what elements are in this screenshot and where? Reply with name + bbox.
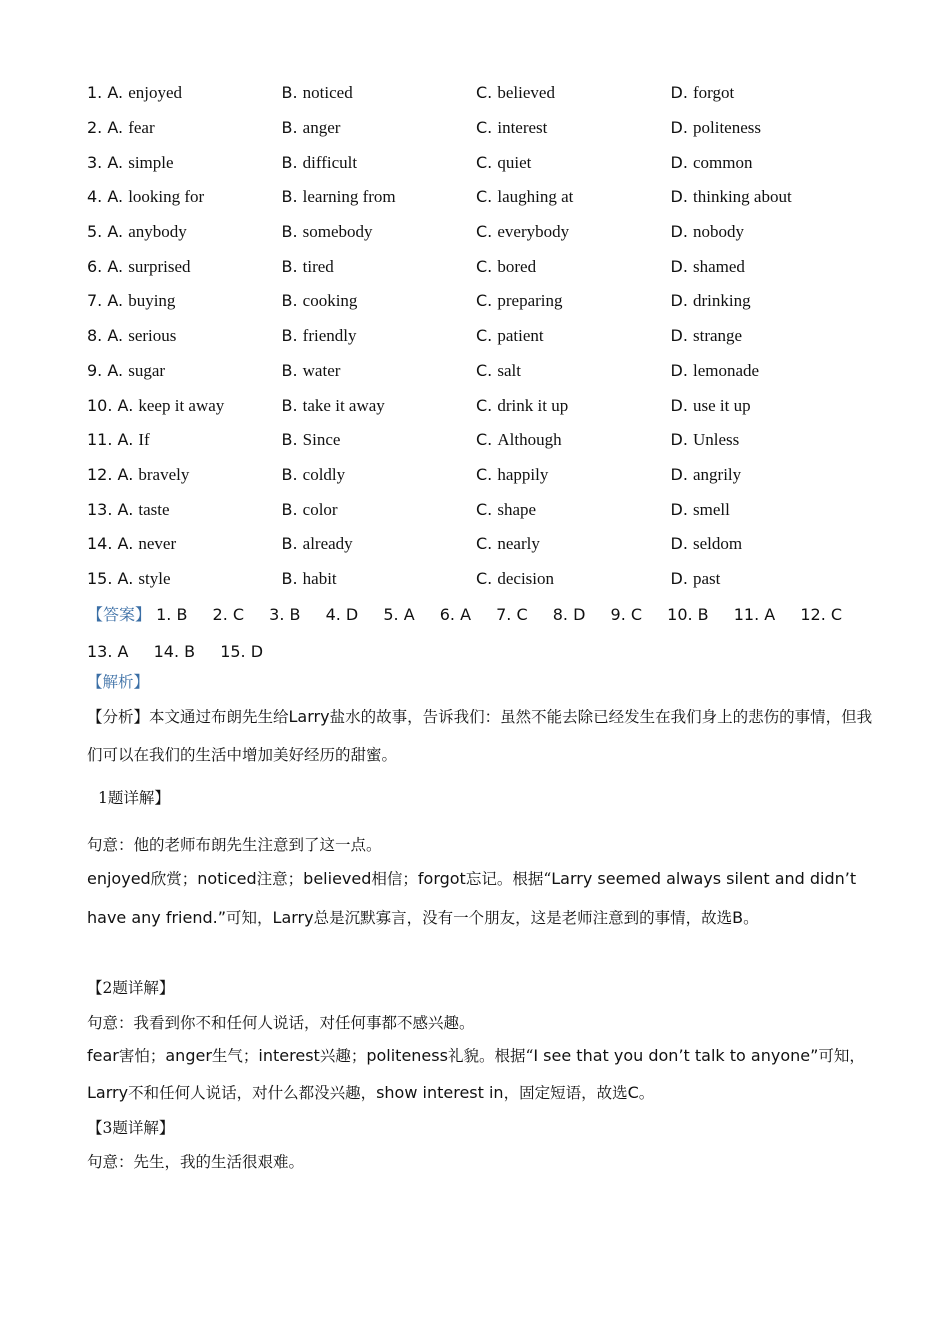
option-letter: C.	[476, 118, 493, 138]
question-number: 6.	[87, 256, 103, 276]
option-text: bravely	[138, 464, 190, 484]
option-letter: C.	[476, 291, 493, 311]
option-a	[87, 257, 282, 277]
option-letter: D.	[670, 83, 688, 103]
question-row	[87, 562, 887, 597]
option-letter: A.	[107, 152, 124, 172]
option-text: shamed	[693, 256, 745, 276]
answer-item: 3. B	[269, 605, 301, 624]
question-number: 13.	[87, 499, 113, 519]
option-text: interest	[497, 118, 548, 138]
q1-explanation: enjoyed欣赏；noticed注意；believed相信；forgot忘记。根据“Larry seemed always silent and didn’t have any friend.”可知，Larry总是沉默寡言，没有一个朋友，这是老师注意到的事情，故选B。	[87, 869, 857, 927]
option-text: noticed	[302, 83, 353, 103]
option-text: difficult	[302, 152, 358, 172]
option-b	[282, 361, 477, 381]
option-text: shape	[497, 499, 537, 519]
question-row	[87, 111, 887, 146]
question-number: 3.	[87, 152, 103, 172]
option-text: drinking	[693, 291, 751, 311]
answer-item: 4. D	[325, 605, 359, 624]
option-a	[87, 222, 282, 242]
option-d	[671, 326, 866, 346]
option-a	[87, 361, 282, 381]
q2-meaning: 句意：我看到你不和任何人说话，对任何事都不感兴趣。	[87, 1014, 475, 1032]
option-letter: D.	[670, 152, 688, 172]
q3-meaning: 句意：先生，我的生活很艰难。	[87, 1153, 305, 1171]
option-c	[476, 222, 671, 242]
option-text: patient	[497, 326, 544, 346]
option-d	[671, 534, 866, 554]
question-row	[87, 215, 887, 250]
question-number: 2.	[87, 118, 103, 138]
option-text: color	[302, 499, 338, 519]
option-a	[87, 118, 282, 138]
option-c	[476, 153, 671, 173]
option-letter: A.	[107, 83, 124, 103]
option-c	[476, 257, 671, 277]
option-letter: A.	[107, 291, 124, 311]
option-letter: D.	[670, 360, 688, 380]
option-letter: C.	[476, 152, 493, 172]
option-c	[476, 118, 671, 138]
question-row	[87, 492, 887, 527]
option-a	[87, 430, 282, 450]
answer-item: 6. A	[439, 605, 472, 624]
option-letter: D.	[670, 430, 688, 450]
option-text: Since	[302, 430, 341, 450]
option-letter: D.	[670, 222, 688, 242]
option-c	[476, 569, 671, 589]
answer-item: 15. D	[220, 642, 264, 661]
question-row	[87, 423, 887, 458]
option-text: salt	[497, 360, 521, 380]
option-letter: A.	[117, 395, 134, 415]
option-text: looking for	[128, 187, 205, 207]
option-letter: B.	[281, 499, 298, 519]
option-letter: B.	[281, 291, 298, 311]
option-a	[87, 534, 282, 554]
answer-item: 7. C	[496, 605, 528, 624]
option-letter: A.	[117, 464, 134, 484]
option-text: already	[302, 534, 353, 554]
answer-item: 14. B	[153, 642, 196, 661]
option-letter: D.	[670, 118, 688, 138]
answer-item: 1. B	[156, 605, 188, 624]
option-c	[476, 534, 671, 554]
option-text: coldly	[302, 464, 346, 484]
answer-item: 5. A	[383, 605, 415, 624]
option-letter: B.	[281, 326, 298, 346]
option-b	[282, 534, 477, 554]
option-letter: D.	[670, 395, 688, 415]
option-letter: B.	[281, 568, 298, 588]
option-text: smell	[693, 499, 730, 519]
option-letter: C.	[476, 534, 493, 554]
question-number: 4.	[87, 187, 103, 207]
option-d	[671, 396, 866, 416]
option-text: quiet	[497, 152, 532, 172]
option-c	[476, 465, 671, 485]
q3-heading: 【3题详解】	[87, 1119, 175, 1137]
option-letter: A.	[117, 499, 134, 519]
option-letter: A.	[107, 360, 124, 380]
option-text: water	[302, 360, 341, 380]
option-letter: C.	[476, 326, 493, 346]
question-number: 11.	[87, 430, 113, 450]
option-letter: C.	[476, 568, 493, 588]
answer-item: 10. B	[667, 605, 709, 624]
question-row	[87, 284, 887, 319]
option-d	[671, 83, 866, 103]
option-letter: D.	[670, 534, 688, 554]
option-text: enjoyed	[128, 83, 183, 103]
option-text: nearly	[497, 534, 540, 554]
option-letter: D.	[670, 568, 688, 588]
option-a	[87, 500, 282, 520]
option-text: happily	[497, 464, 549, 484]
option-text: angrily	[693, 464, 742, 484]
option-text: serious	[128, 326, 177, 346]
option-b	[282, 222, 477, 242]
option-text: never	[138, 534, 177, 554]
option-b	[282, 569, 477, 589]
option-text: take it away	[302, 395, 385, 415]
option-text: thinking about	[693, 187, 792, 207]
question-row	[87, 319, 887, 354]
option-a	[87, 153, 282, 173]
option-letter: B.	[281, 187, 298, 207]
option-text: habit	[302, 568, 337, 588]
option-letter: C.	[476, 360, 493, 380]
option-b	[282, 118, 477, 138]
q1-meaning: 句意：他的老师布朗先生注意到了这一点。	[87, 836, 382, 854]
option-letter: D.	[670, 291, 688, 311]
option-letter: D.	[670, 187, 688, 207]
option-a	[87, 569, 282, 589]
q2-heading: 【2题详解】	[87, 979, 175, 997]
option-letter: C.	[476, 222, 493, 242]
answer-label: 【答案】	[87, 605, 152, 624]
option-text: keep it away	[138, 395, 225, 415]
option-letter: B.	[281, 256, 298, 276]
analysis-label: 【解析】	[87, 673, 150, 691]
option-text: decision	[497, 568, 555, 588]
option-letter: C.	[476, 83, 493, 103]
q2-explanation: fear害怕；anger生气；interest兴趣；politeness礼貌。根据“I see that you don’t talk to anyone”可知，Larry不和任何人说话，对什么都没兴趣，show interest in，固定短语，故选C。	[87, 1046, 865, 1102]
option-b	[282, 187, 477, 207]
option-c	[476, 291, 671, 311]
answer-item: 8. D	[552, 605, 586, 624]
option-text: anger	[302, 118, 341, 138]
question-row	[87, 180, 887, 215]
option-letter: C.	[476, 256, 493, 276]
option-b	[282, 396, 477, 416]
option-text: cooking	[302, 291, 358, 311]
option-d	[671, 361, 866, 381]
answer-block	[87, 596, 877, 670]
option-letter: A.	[107, 187, 124, 207]
option-text: buying	[128, 291, 176, 311]
option-letter: D.	[670, 464, 688, 484]
question-number: 15.	[87, 568, 113, 588]
option-text: If	[138, 430, 150, 450]
option-text: Although	[497, 430, 562, 450]
option-text: bored	[497, 256, 537, 276]
analysis-paragraph: 【分析】本文通过布朗先生给Larry盐水的故事，告诉我们：虽然不能去除已经发生在我们身上的悲伤的事情，但我们可以在我们的生活中增加美好经历的甜蜜。	[87, 707, 873, 764]
option-text: surprised	[128, 256, 191, 276]
question-row	[87, 249, 887, 284]
option-letter: A.	[107, 326, 124, 346]
option-c	[476, 326, 671, 346]
option-d	[671, 430, 866, 450]
option-text: style	[138, 568, 171, 588]
option-d	[671, 222, 866, 242]
option-d	[671, 153, 866, 173]
option-text: everybody	[497, 222, 570, 242]
option-a	[87, 187, 282, 207]
option-c	[476, 500, 671, 520]
option-a	[87, 326, 282, 346]
option-letter: C.	[476, 395, 493, 415]
option-b	[282, 291, 477, 311]
option-text: laughing at	[497, 187, 574, 207]
option-letter: B.	[281, 360, 298, 380]
question-row	[87, 527, 887, 562]
option-b	[282, 430, 477, 450]
option-c	[476, 187, 671, 207]
question-number: 1.	[87, 83, 103, 103]
options-table	[87, 76, 887, 596]
option-letter: A.	[117, 534, 134, 554]
question-row	[87, 76, 887, 111]
question-row	[87, 388, 887, 423]
option-letter: B.	[281, 83, 298, 103]
option-text: friendly	[302, 326, 357, 346]
option-letter: A.	[107, 222, 124, 242]
option-d	[671, 187, 866, 207]
question-number: 8.	[87, 326, 103, 346]
option-text: preparing	[497, 291, 563, 311]
question-number: 9.	[87, 360, 103, 380]
option-text: taste	[138, 499, 170, 519]
option-a	[87, 465, 282, 485]
option-text: use it up	[693, 395, 751, 415]
option-a	[87, 291, 282, 311]
question-row	[87, 354, 887, 389]
option-text: lemonade	[693, 360, 760, 380]
question-number: 10.	[87, 395, 113, 415]
option-text: anybody	[128, 222, 187, 242]
option-text: politeness	[693, 118, 761, 138]
option-text: tired	[302, 256, 334, 276]
option-text: common	[693, 152, 753, 172]
question-number: 5.	[87, 222, 103, 242]
option-text: drink it up	[497, 395, 569, 415]
option-letter: A.	[117, 430, 134, 450]
option-d	[671, 118, 866, 138]
option-d	[671, 569, 866, 589]
option-letter: B.	[281, 395, 298, 415]
question-row	[87, 145, 887, 180]
option-text: simple	[128, 152, 174, 172]
option-text: forgot	[693, 83, 735, 103]
option-c	[476, 83, 671, 103]
option-a	[87, 396, 282, 416]
option-letter: B.	[281, 118, 298, 138]
option-text: Unless	[693, 430, 740, 450]
answer-item: 9. C	[610, 605, 643, 624]
option-c	[476, 361, 671, 381]
option-text: fear	[128, 118, 155, 138]
option-letter: D.	[670, 499, 688, 519]
q1-heading: 1题详解】	[98, 789, 170, 807]
option-b	[282, 465, 477, 485]
option-letter: B.	[281, 464, 298, 484]
option-letter: B.	[281, 534, 298, 554]
option-text: somebody	[302, 222, 373, 242]
option-text: nobody	[693, 222, 744, 242]
option-letter: B.	[281, 430, 298, 450]
option-text: sugar	[128, 360, 166, 380]
answer-item: 11. A	[733, 605, 776, 624]
question-number: 7.	[87, 291, 103, 311]
option-d	[671, 500, 866, 520]
option-text: strange	[693, 326, 743, 346]
option-letter: A.	[107, 256, 124, 276]
answer-item: 2. C	[212, 605, 245, 624]
option-letter: C.	[476, 499, 493, 519]
option-letter: B.	[281, 152, 298, 172]
option-letter: A.	[107, 118, 124, 138]
option-letter: A.	[117, 568, 134, 588]
option-a	[87, 83, 282, 103]
option-text: learning from	[302, 187, 396, 207]
question-number: 14.	[87, 534, 113, 554]
answer-item: 13. A	[87, 642, 129, 661]
option-b	[282, 257, 477, 277]
question-row	[87, 458, 887, 493]
option-text: past	[693, 568, 721, 588]
option-b	[282, 153, 477, 173]
option-text: seldom	[693, 534, 743, 554]
option-letter: D.	[670, 256, 688, 276]
option-letter: C.	[476, 187, 493, 207]
option-b	[282, 326, 477, 346]
option-letter: D.	[670, 326, 688, 346]
option-b	[282, 83, 477, 103]
option-letter: C.	[476, 430, 493, 450]
option-letter: B.	[281, 222, 298, 242]
option-b	[282, 500, 477, 520]
option-d	[671, 257, 866, 277]
option-c	[476, 430, 671, 450]
option-c	[476, 396, 671, 416]
option-text: believed	[497, 83, 555, 103]
option-d	[671, 465, 866, 485]
question-number: 12.	[87, 464, 113, 484]
option-letter: C.	[476, 464, 493, 484]
answer-item: 12. C	[800, 605, 843, 624]
option-d	[671, 291, 866, 311]
